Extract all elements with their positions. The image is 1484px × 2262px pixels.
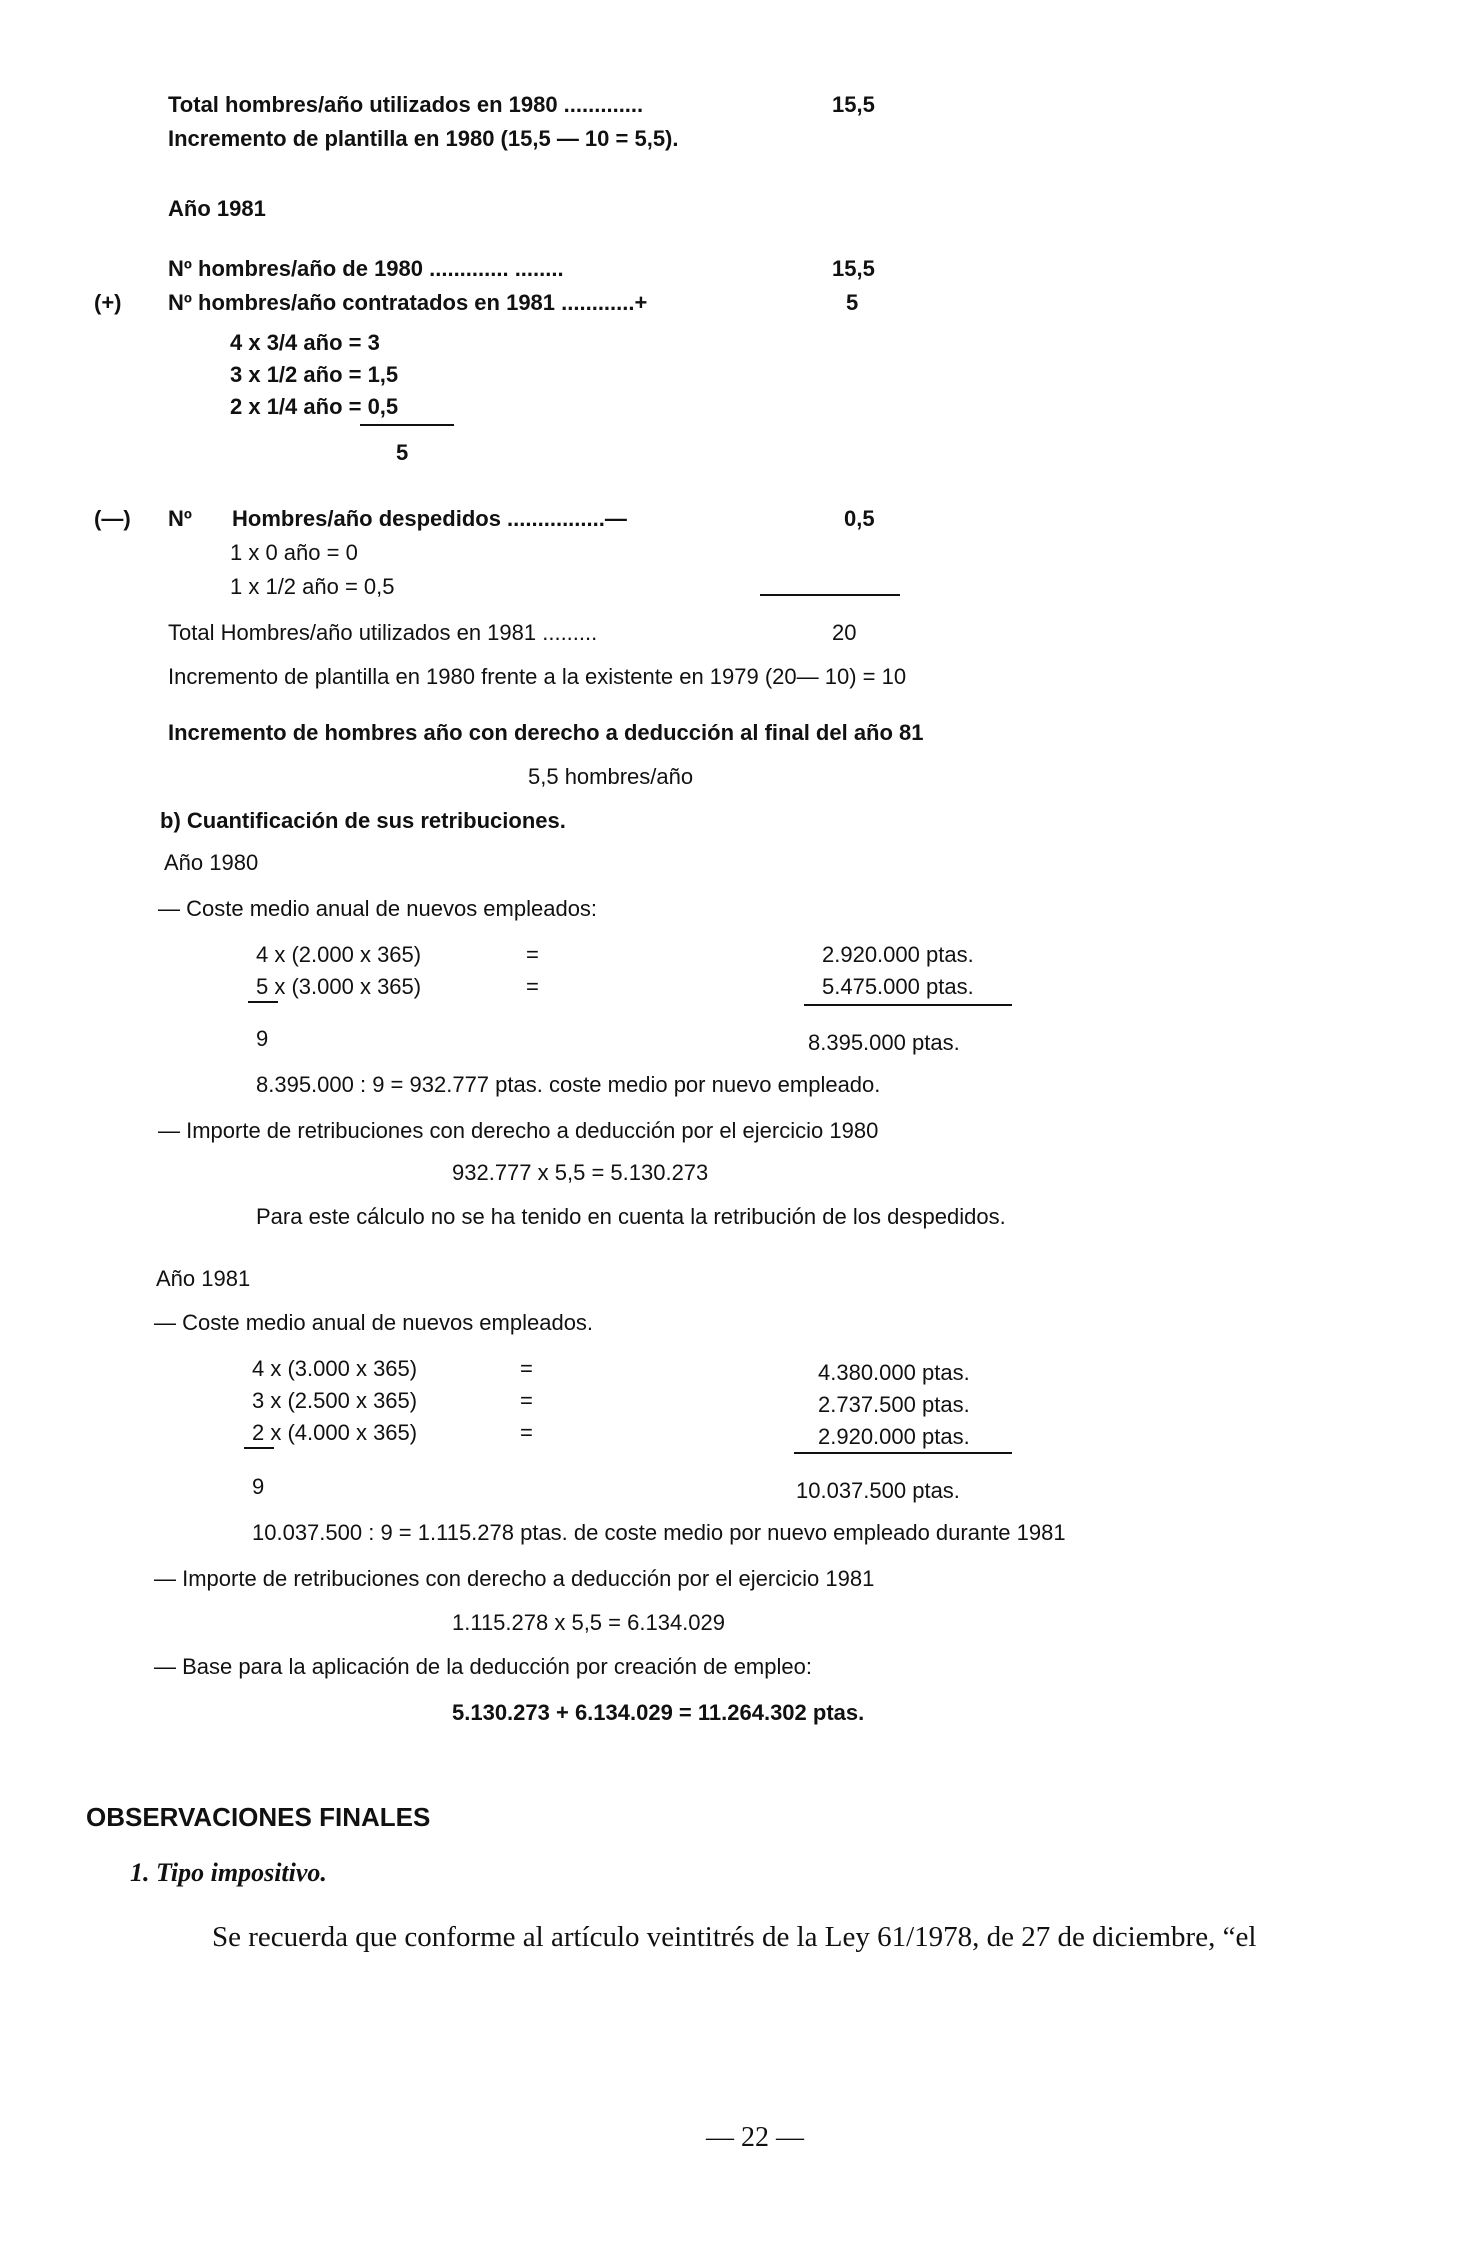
base-deduccion-label: — Base para la aplicación de la deducción por creación de empleo:: [154, 1654, 812, 1679]
coste-row-left: 2 x (4.000 x 365): [252, 1420, 418, 1445]
deduction-value: 5,5 hombres/año: [528, 764, 694, 789]
coste-row-right: 2.920.000 ptas.: [818, 1424, 970, 1449]
coste-right-underline: [794, 1452, 1012, 1454]
importe-1981-calc: 1.115.278 x 5,5 = 6.134.029: [452, 1610, 725, 1635]
calc-underline: [360, 424, 454, 426]
coste-right-underline: [804, 1004, 1012, 1006]
coste-row-eq: =: [526, 942, 539, 967]
coste-row-left: 4 x (3.000 x 365): [252, 1356, 418, 1381]
despedidos-line: 1 x 1/2 año = 0,5: [230, 574, 395, 599]
page-number: — 22 —: [706, 2122, 804, 2153]
importe-1980-calc: 932.777 x 5,5 = 5.130.273: [452, 1160, 709, 1185]
coste-left-underline: [248, 1001, 278, 1003]
tipo-impositivo-heading: 1. Tipo impositivo.: [130, 1858, 327, 1887]
total-1981-value: 20: [832, 620, 857, 645]
hombres-1980-label: Nº hombres/año de 1980 ............. ........: [168, 256, 564, 281]
despedidos-value: 0,5: [844, 506, 875, 531]
year-1980-label: Año 1980: [164, 850, 259, 875]
increment-1981: Incremento de plantilla en 1980 frente a la existente en 1979 (20— 10) = 10: [168, 664, 907, 689]
hombres-1980-value: 15,5: [832, 256, 875, 281]
year-1981-heading: Año 1981: [168, 196, 266, 221]
plus-sign: (+): [94, 290, 122, 315]
coste-row-right: 5.475.000 ptas.: [822, 974, 974, 999]
total-1981-label: Total Hombres/año utilizados en 1981 .........: [168, 620, 598, 645]
calc-line: 4 x 3/4 año = 3: [230, 330, 380, 355]
coste-row-eq: =: [520, 1356, 533, 1381]
observaciones-heading: OBSERVACIONES FINALES: [86, 1802, 431, 1832]
calc-line: 3 x 1/2 año = 1,5: [230, 362, 399, 387]
coste-row-right: 2.920.000 ptas.: [822, 942, 974, 967]
despedidos-line: 1 x 0 año = 0: [230, 540, 358, 565]
importe-1981-label: — Importe de retribuciones con derecho a deducción por el ejercicio 1981: [154, 1566, 875, 1591]
total-1980-label: Total hombres/año utilizados en 1980 .............: [168, 92, 644, 117]
retribuciones-heading: b) Cuantificación de sus retribuciones.: [160, 808, 566, 833]
coste-medio-1980: 8.395.000 : 9 = 932.777 ptas. coste medio por nuevo empleado.: [256, 1072, 881, 1097]
base-deduccion-calc: 5.130.273 + 6.134.029 = 11.264.302 ptas.: [452, 1700, 865, 1725]
calc-line: 2 x 1/4 año = 0,5: [230, 394, 399, 419]
observaciones-paragraph: Se recuerda que conforme al artículo veintitrés de la Ley 61/1978, de 27 de diciembre, “el: [212, 1921, 1257, 1953]
coste-total-right: 10.037.500 ptas.: [796, 1478, 960, 1503]
n-label: Nº: [168, 506, 192, 531]
contratados-label: Nº hombres/año contratados en 1981 ............+: [168, 290, 648, 315]
coste-row-left: 3 x (2.500 x 365): [252, 1388, 418, 1413]
coste-total-right: 8.395.000 ptas.: [808, 1030, 960, 1055]
year-1981-label: Año 1981: [156, 1266, 251, 1291]
coste-total-left: 9: [256, 1026, 269, 1051]
coste-row-left: 4 x (2.000 x 365): [256, 942, 422, 967]
coste-row-right: 4.380.000 ptas.: [818, 1360, 970, 1385]
coste-total-left: 9: [252, 1474, 265, 1499]
coste-row-right: 2.737.500 ptas.: [818, 1392, 970, 1417]
coste-1981-label: — Coste medio anual de nuevos empleados.: [154, 1310, 594, 1335]
despedidos-underline: [760, 594, 900, 596]
total-1980-value: 15,5: [832, 92, 875, 117]
coste-medio-1981: 10.037.500 : 9 = 1.115.278 ptas. de coste medio por nuevo empleado durante 1981: [252, 1520, 1066, 1545]
calc-total: 5: [396, 440, 409, 465]
coste-row-eq: =: [520, 1420, 533, 1445]
deduction-heading: Incremento de hombres año con derecho a deducción al final del año 81: [168, 720, 924, 745]
contratados-value: 5: [846, 290, 859, 315]
increment-1980: Incremento de plantilla en 1980 (15,5 — 10 = 5,5).: [168, 126, 679, 151]
coste-row-eq: =: [520, 1388, 533, 1413]
nota-despedidos: Para este cálculo no se ha tenido en cuenta la retribución de los despedidos.: [256, 1204, 1006, 1229]
minus-sign: (—): [94, 506, 131, 531]
importe-1980-label: — Importe de retribuciones con derecho a deducción por el ejercicio 1980: [158, 1118, 879, 1143]
coste-row-eq: =: [526, 974, 539, 999]
coste-1980-label: — Coste medio anual de nuevos empleados:: [158, 896, 598, 921]
despedidos-label: Hombres/año despedidos ................—: [232, 506, 627, 531]
coste-left-underline: [244, 1447, 274, 1449]
coste-row-left: 5 x (3.000 x 365): [256, 974, 422, 999]
